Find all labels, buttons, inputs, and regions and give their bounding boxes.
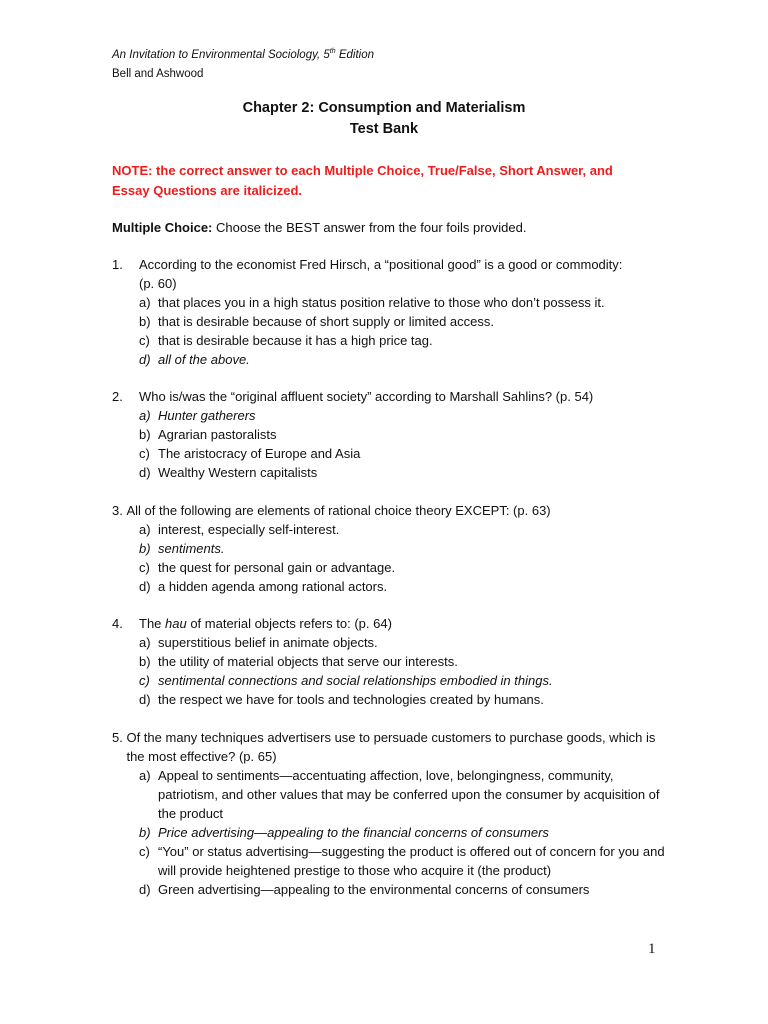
option-a: a) Appeal to sentiments—accentuating affection, love, belongingness, community, patriotism, and other values that may be conferred upon the consumer by acquisition of the product xyxy=(139,768,660,821)
option-d: d) the respect we have for tools and technologies created by humans. xyxy=(139,692,544,707)
authors: Bell and Ashwood xyxy=(112,68,204,80)
section-label: Multiple Choice: xyxy=(112,220,213,235)
page-number: 1 xyxy=(648,941,656,957)
option-b-correct: b) sentiments. xyxy=(139,541,225,556)
option-d: d) Wealthy Western capitalists xyxy=(139,465,318,480)
question-page-ref: (p. 60) xyxy=(139,276,177,291)
option-a: a) interest, especially self-interest. xyxy=(139,522,340,537)
option-b: b) that is desirable because of short supply or limited access. xyxy=(139,314,495,329)
document-header xyxy=(112,46,374,84)
option-c: c) the quest for personal gain or advantage. xyxy=(139,560,396,575)
option-d: d) a hidden agenda among rational actors. xyxy=(139,579,388,594)
option-c: c) “You” or status advertising—suggesting the product is offered out of concern for you and will provide heightened prestige to those who acquire it (the product) xyxy=(139,844,665,878)
question-2 xyxy=(112,387,672,482)
question-number: 5. xyxy=(112,730,123,745)
option-b: b) the utility of material objects that serve our interests. xyxy=(139,654,458,669)
option-c: c) The aristocracy of Europe and Asia xyxy=(139,446,361,461)
question-3 xyxy=(112,501,672,596)
page-title xyxy=(0,98,768,140)
option-c-correct: c) sentimental connections and social relationships embodied in things. xyxy=(139,673,553,688)
option-a: a) superstitious belief in animate objects. xyxy=(139,635,378,650)
question-number: 1. xyxy=(112,257,123,272)
section-instructions xyxy=(112,218,526,237)
test-bank-subtitle: Test Bank xyxy=(349,121,419,137)
chapter-title: Chapter 2: Consumption and Materialism xyxy=(242,100,526,116)
option-d: d) Green advertising—appealing to the environmental concerns of consumers xyxy=(139,882,590,897)
question-5 xyxy=(112,728,672,899)
option-b: b) Agrarian pastoralists xyxy=(139,427,277,442)
answer-note: NOTE: the correct answer to each Multiple Choice, True/False, Short Answer, and Essay Questions are italicized. xyxy=(112,163,613,198)
question-number: 4. xyxy=(112,616,123,631)
question-text: Who is/was the “original affluent society” according to Marshall Sahlins? (p. 54) xyxy=(139,389,594,404)
option-c: c) that is desirable because it has a high price tag. xyxy=(139,333,433,348)
question-1 xyxy=(112,255,672,369)
option-b-correct: b) Price advertising—appealing to the financial concerns of consumers xyxy=(139,825,549,840)
option-a-correct: a) Hunter gatherers xyxy=(139,408,256,423)
question-text: All of the following are elements of rational choice theory EXCEPT: (p. 63) xyxy=(126,503,551,518)
question-text: According to the economist Fred Hirsch, a “positional good” is a good or commodity: xyxy=(139,257,623,272)
question-text: Of the many techniques advertisers use to persuade customers to purchase goods, which is the most effective? (p. 65) xyxy=(126,730,656,764)
section-instructions-text: Choose the BEST answer from the four foils provided. xyxy=(212,220,527,235)
book-title: An Invitation to Environmental Sociology, 5th Edition xyxy=(112,48,374,61)
question-number: 3. xyxy=(112,503,123,518)
question-text: The hau of material objects refers to: (p. 64) xyxy=(139,616,392,631)
option-a: a) that places you in a high status position relative to those who don’t possess it. xyxy=(139,295,605,310)
question-4 xyxy=(112,614,672,709)
question-number: 2. xyxy=(112,389,123,404)
option-d-correct: d) all of the above. xyxy=(139,352,250,367)
